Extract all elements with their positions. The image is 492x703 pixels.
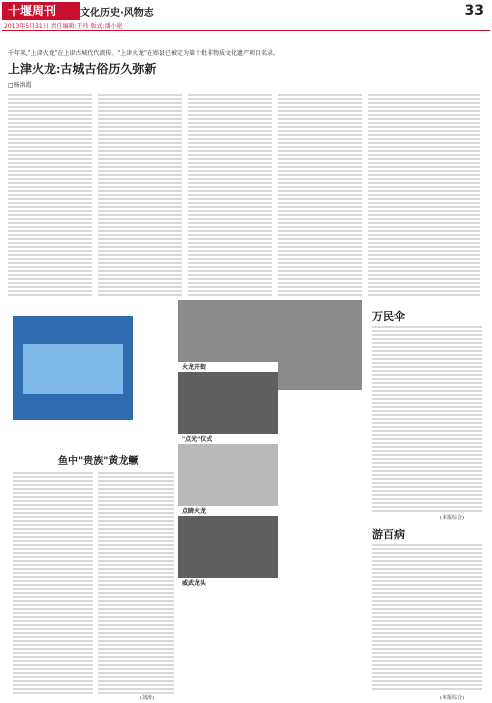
page-header: [0, 0, 492, 30]
photo-dotting-ceremony: [178, 372, 278, 434]
bottom-body-col1: [13, 470, 93, 694]
water-surface: [23, 344, 123, 394]
article-body-col2: [98, 92, 182, 298]
caption-3: 点睛火龙: [182, 508, 207, 515]
article-body-col1: [8, 92, 92, 298]
section-title: 文化历史·风物志: [80, 8, 154, 19]
article-body-col5: [368, 92, 480, 298]
sidebar-body-1: [372, 324, 482, 514]
sidebar-body-2: [372, 542, 482, 692]
article-body-col4: [278, 92, 362, 298]
article-body-col3: [188, 92, 272, 298]
caption-1: 火龙开街: [182, 364, 207, 371]
photo-fire-dragon-street: [178, 300, 278, 362]
masthead: 十堰周刊: [2, 2, 80, 20]
photo-dragon-head: [178, 516, 278, 578]
sidebar-credit-2: (本报综合): [440, 695, 464, 701]
byline: □杨洪霞: [8, 82, 32, 89]
lead-text: 千年来,"上津火龙"在上津古城代代流传。"上津火龙"在郧县已被定为第十批非物质文化遗产项目名录。: [8, 50, 279, 57]
sidebar-title-1: 万民伞: [372, 310, 405, 323]
dateline: 2013年5月31日 责任编辑:王玮 版式:潘小艳: [4, 23, 123, 30]
sidebar-credit-1: (本报综合): [440, 515, 464, 521]
photo-dragon-eye: [178, 444, 278, 506]
sidebar-title-2: 游百病: [372, 528, 405, 541]
header-rule: [2, 30, 490, 31]
bottom-credit: (刘涛): [140, 695, 154, 701]
caption-4: 威武龙头: [182, 580, 207, 587]
bottom-headline: 鱼中"贵族"黄龙鳜: [58, 456, 139, 467]
page-number: 33: [464, 3, 484, 19]
bottom-body-col2: [98, 470, 174, 694]
caption-2: "点光"仪式: [182, 436, 213, 443]
article-headline: 上津火龙:古城古俗历久弥新: [8, 62, 157, 76]
photo-fish-tank: [13, 316, 133, 420]
photo-sidebar: [278, 300, 362, 390]
